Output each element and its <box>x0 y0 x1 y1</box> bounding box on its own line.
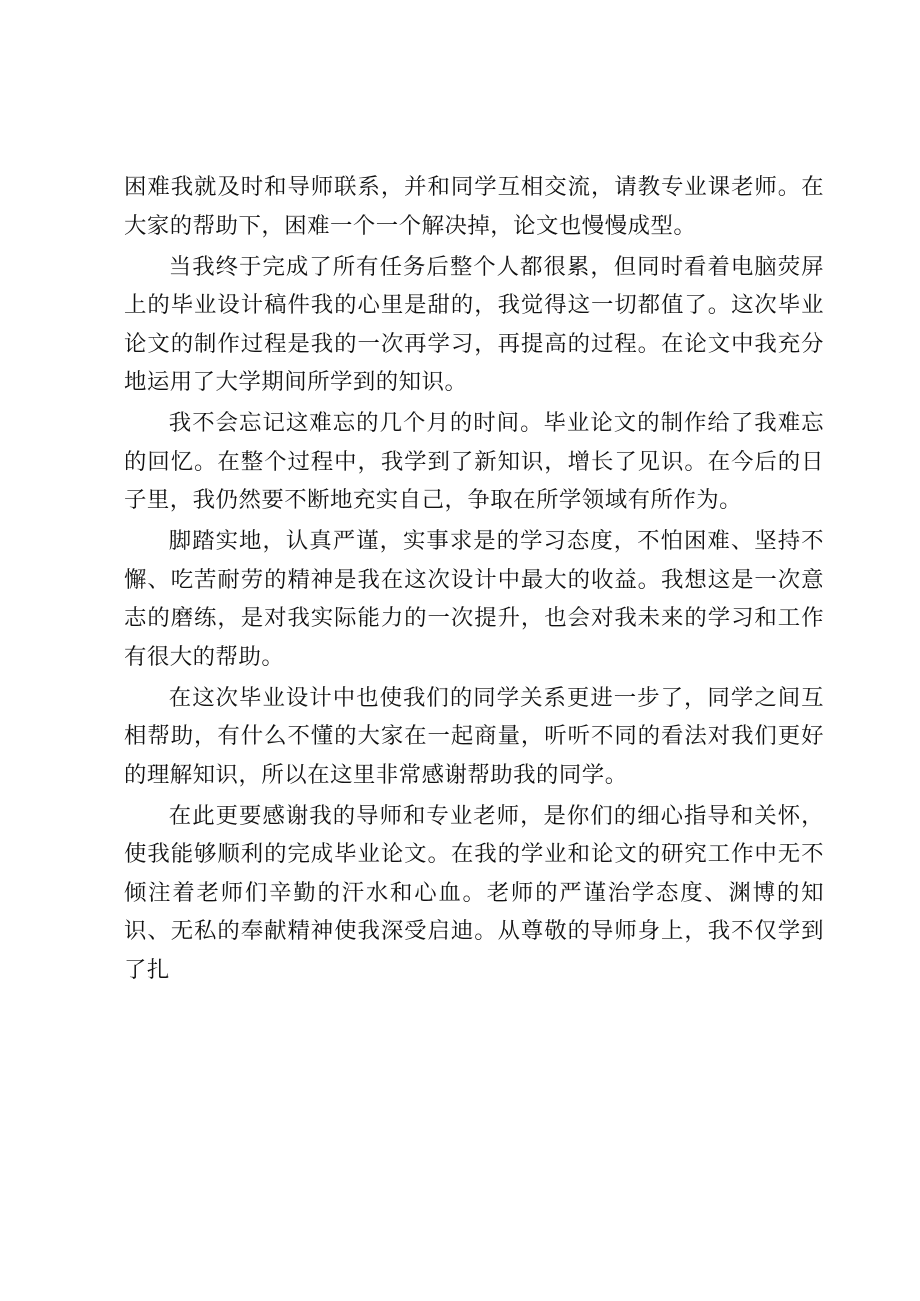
paragraph-5: 在这次毕业设计中也使我们的同学关系更进一步了，同学之间互相帮助，有什么不懂的大家在一起商量，听听不同的看法对我们更好的理解知识，所以在这里非常感谢帮助我的同学。 <box>124 684 824 788</box>
paragraph-1: 困难我就及时和导师联系，并和同学互相交流，请教专业课老师。在大家的帮助下，困难一个一个解决掉，论文也慢慢成型。 <box>124 174 824 239</box>
paragraph-4: 脚踏实地，认真严谨，实事求是的学习态度，不怕困难、坚持不懈、吃苦耐劳的精神是我在这次设计中最大的收益。我想这是一次意志的磨练，是对我实际能力的一次提升，也会对我未来的学习和工作有很大的帮助。 <box>124 528 824 670</box>
paragraph-3: 我不会忘记这难忘的几个月的时间。毕业论文的制作给了我难忘的回忆。在整个过程中，我学到了新知识，增长了见识。在今后的日子里，我仍然要不断地充实自己，争取在所学领域有所作为。 <box>124 410 824 513</box>
paragraph-6: 在此更要感谢我的导师和专业老师，是你们的细心指导和关怀，使我能够顺利的完成毕业论文。在我的学业和论文的研究工作中无不倾注着老师们辛勤的汗水和心血。老师的严谨治学态度、渊博的知识、无私的奉献精神使我深受启迪。从尊敬的导师身上，我不仅学到了扎 <box>124 802 824 983</box>
paragraph-2: 当我终于完成了所有任务后整个人都很累，但同时看着电脑荧屏上的毕业设计稿件我的心里是甜的，我觉得这一切都值了。这次毕业论文的制作过程是我的一次再学习，再提高的过程。在论文中我充分地运用了大学期间所学到的知识。 <box>124 253 824 395</box>
document-body <box>124 168 824 992</box>
